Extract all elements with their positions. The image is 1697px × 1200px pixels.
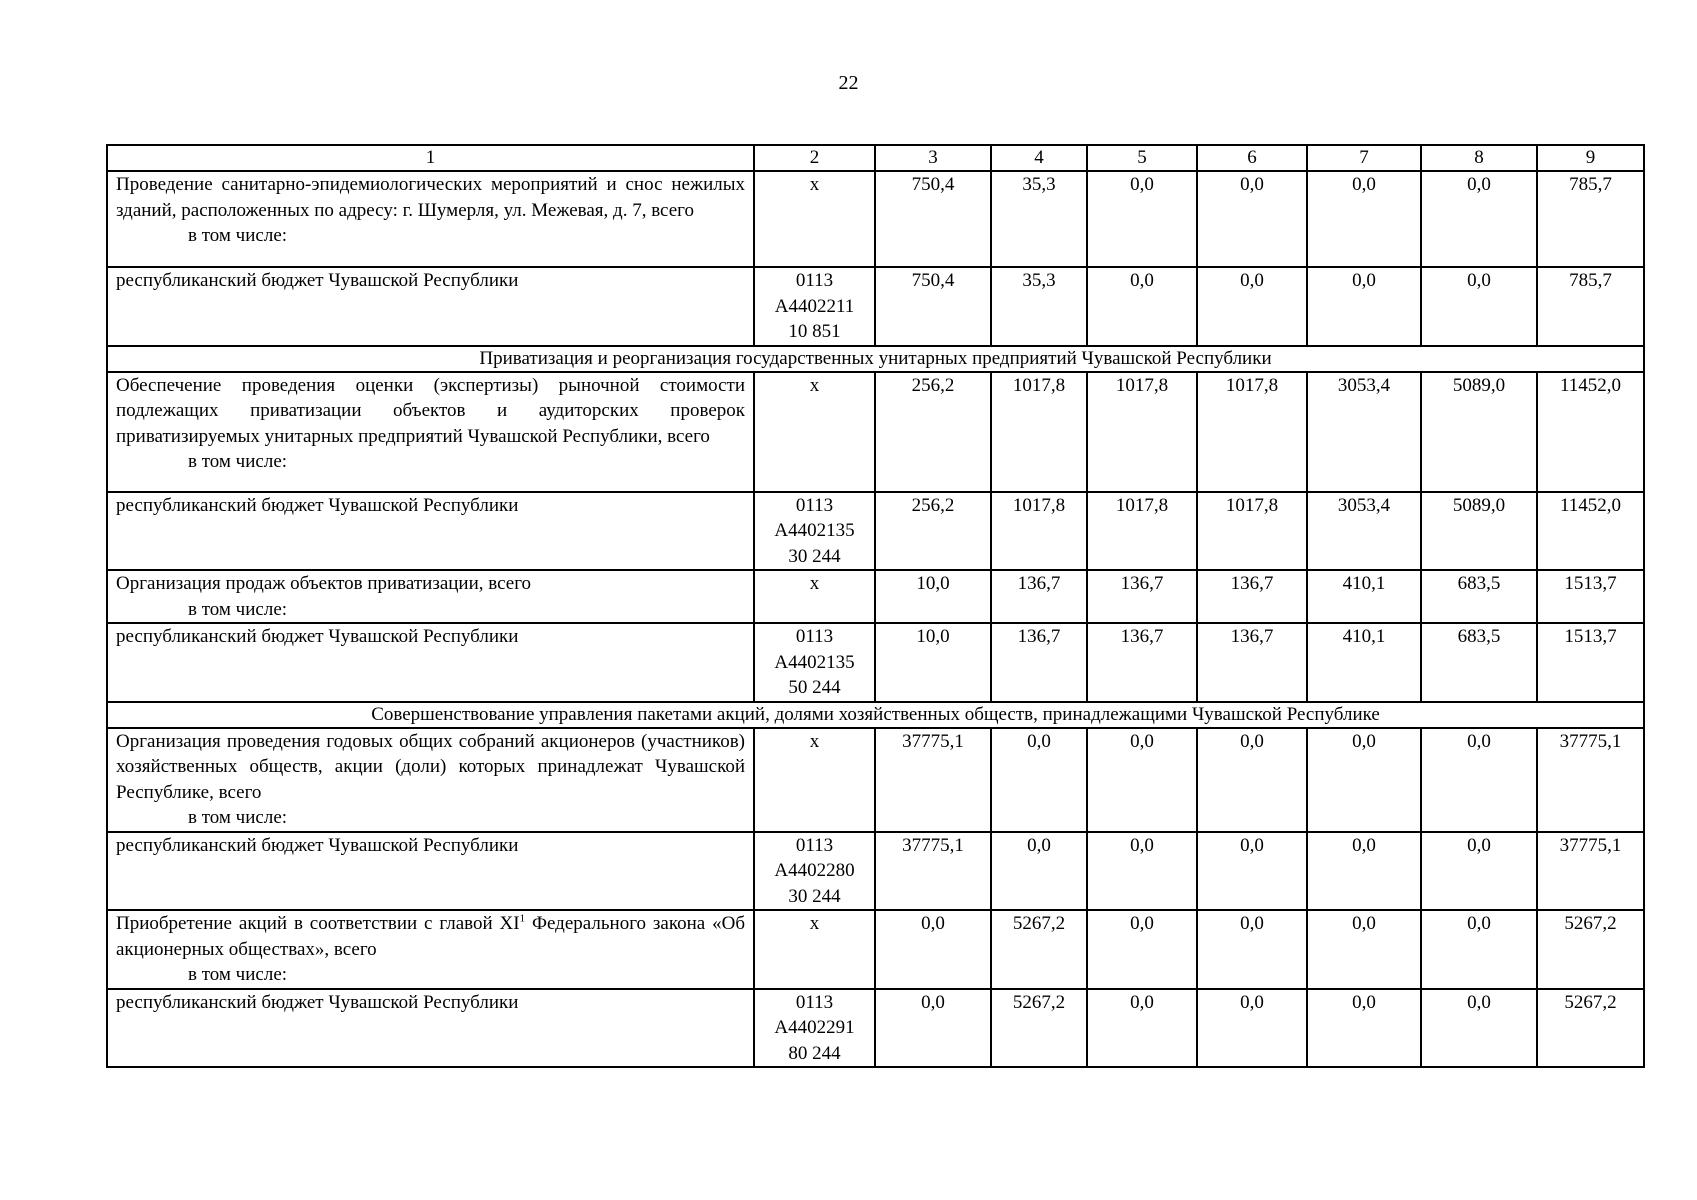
- header-cell: 6: [1197, 145, 1307, 171]
- code-line: 30 244: [788, 885, 841, 907]
- budget-code: [754, 492, 875, 571]
- table-row: [107, 171, 1644, 267]
- description-text: республиканский бюджет Чувашской Республики: [116, 270, 519, 291]
- item-description: [107, 267, 754, 346]
- budget-code: [754, 910, 875, 989]
- value-cell: 37775,1: [875, 728, 991, 832]
- budget-code: [754, 372, 875, 492]
- value-cell: 136,7: [1087, 623, 1197, 702]
- value-cell: 5267,2: [1537, 910, 1644, 989]
- table-row: [107, 989, 1644, 1068]
- value-cell: 5089,0: [1421, 372, 1537, 492]
- value-cell: 256,2: [875, 492, 991, 571]
- budget-code: [754, 623, 875, 702]
- page-number: 22: [838, 72, 859, 94]
- value-cell: 0,0: [1307, 171, 1421, 267]
- value-cell: 136,7: [1197, 570, 1307, 623]
- value-cell: 3053,4: [1307, 492, 1421, 571]
- code-line: 80 244: [788, 1042, 841, 1064]
- description-text: республиканский бюджет Чувашской Республики: [116, 626, 519, 647]
- value-cell: 35,3: [991, 171, 1087, 267]
- table-row: [107, 492, 1644, 571]
- value-cell: 10,0: [875, 623, 991, 702]
- section-title: Совершенствование управления пакетами акций, долями хозяйственных обществ, принадлежащими Чувашской Республике: [107, 702, 1644, 728]
- value-cell: 136,7: [991, 570, 1087, 623]
- table-row: [107, 832, 1644, 911]
- description-text: республиканский бюджет Чувашской Республики: [116, 494, 519, 516]
- value-cell: 3053,4: [1307, 372, 1421, 492]
- code-line: x: [809, 174, 820, 195]
- budget-table: [106, 144, 1645, 1068]
- value-cell: 37775,1: [875, 832, 991, 911]
- item-description: [107, 570, 754, 623]
- item-description: [107, 989, 754, 1068]
- value-cell: 136,7: [1087, 570, 1197, 623]
- value-cell: 0,0: [1197, 267, 1307, 346]
- value-cell: 11452,0: [1537, 492, 1644, 571]
- value-cell: 0,0: [1087, 728, 1197, 832]
- table-row: [107, 267, 1644, 346]
- code-line: 10 851: [788, 321, 841, 342]
- code-line: 30 244: [788, 545, 841, 567]
- including-label: в том числе:: [188, 451, 288, 472]
- description-text: Обеспечение проведения оценки (экспертизы) рыночной стоимости подлежащих приватизации объектов и аудиторских проверок приватизируемых унитарных предприятий Чувашской Республики, всего: [116, 374, 745, 447]
- value-cell: 0,0: [1307, 832, 1421, 911]
- section-row: [107, 346, 1644, 372]
- header-cell: 9: [1537, 145, 1644, 171]
- value-cell: 1017,8: [991, 492, 1087, 571]
- value-cell: 410,1: [1307, 570, 1421, 623]
- value-cell: 0,0: [1307, 989, 1421, 1068]
- description-text: Проведение санитарно-эпидемиологических мероприятий и снос нежилых зданий, расположенных по адресу: г. Шумерля, ул. Межевая, д. 7, всего: [116, 174, 745, 221]
- value-cell: 37775,1: [1537, 728, 1644, 832]
- code-line: 0113: [795, 270, 834, 291]
- code-line: А4402135: [774, 651, 855, 673]
- budget-code: [754, 728, 875, 832]
- table-row: [107, 570, 1644, 623]
- value-cell: 11452,0: [1537, 372, 1644, 492]
- value-cell: 750,4: [875, 267, 991, 346]
- header-cell: 1: [107, 145, 754, 171]
- value-cell: 0,0: [1197, 832, 1307, 911]
- value-cell: 1513,7: [1537, 623, 1644, 702]
- value-cell: 0,0: [875, 910, 991, 989]
- value-cell: 0,0: [1307, 267, 1421, 346]
- code-line: 0113: [795, 991, 834, 1013]
- value-cell: 750,4: [875, 171, 991, 267]
- table-row: [107, 372, 1644, 492]
- code-line: x: [809, 374, 820, 396]
- budget-code: [754, 989, 875, 1068]
- value-cell: 0,0: [875, 989, 991, 1068]
- item-description: [107, 492, 754, 571]
- value-cell: 1017,8: [991, 372, 1087, 492]
- value-cell: 683,5: [1421, 570, 1537, 623]
- value-cell: 1513,7: [1537, 570, 1644, 623]
- value-cell: 5089,0: [1421, 492, 1537, 571]
- item-description: [107, 372, 754, 492]
- item-description: [107, 910, 754, 989]
- value-cell: 37775,1: [1537, 832, 1644, 911]
- budget-code: [754, 570, 875, 623]
- section-title: Приватизация и реорганизация государственных унитарных предприятий Чувашской Республики: [107, 346, 1644, 372]
- value-cell: 785,7: [1537, 267, 1644, 346]
- budget-code: [754, 832, 875, 911]
- value-cell: 0,0: [1197, 171, 1307, 267]
- code-line: 0113: [795, 494, 834, 516]
- value-cell: 1017,8: [1197, 372, 1307, 492]
- value-cell: 10,0: [875, 570, 991, 623]
- code-line: А4402135: [774, 520, 855, 541]
- code-line: x: [809, 913, 820, 934]
- table-row: [107, 910, 1644, 989]
- code-line: А4402211: [774, 295, 855, 317]
- value-cell: 0,0: [1421, 910, 1537, 989]
- value-cell: 5267,2: [991, 989, 1087, 1068]
- value-cell: 0,0: [1421, 832, 1537, 911]
- value-cell: 0,0: [1421, 171, 1537, 267]
- value-cell: 0,0: [1307, 728, 1421, 832]
- value-cell: 683,5: [1421, 623, 1537, 702]
- budget-code: [754, 171, 875, 267]
- including-label: в том числе:: [188, 807, 288, 828]
- value-cell: 0,0: [1087, 267, 1197, 346]
- value-cell: 256,2: [875, 372, 991, 492]
- value-cell: 0,0: [991, 832, 1087, 911]
- description-text: Федерального закона «Об акционерных обществах», всего: [116, 913, 745, 960]
- header-cell: 5: [1087, 145, 1197, 171]
- value-cell: 35,3: [991, 267, 1087, 346]
- value-cell: 1017,8: [1087, 372, 1197, 492]
- value-cell: 0,0: [1421, 989, 1537, 1068]
- item-description: [107, 171, 754, 267]
- table-row: [107, 728, 1644, 832]
- budget-code: [754, 267, 875, 346]
- value-cell: 0,0: [1087, 910, 1197, 989]
- header-cell: 2: [754, 145, 875, 171]
- item-description: [107, 623, 754, 702]
- description-text: Организация проведения годовых общих собраний акционеров (участников) хозяйственных обществ, акции (доли) которых принадлежат Чувашской Республике, всего: [116, 730, 745, 803]
- value-cell: 0,0: [1307, 910, 1421, 989]
- value-cell: 0,0: [1087, 989, 1197, 1068]
- value-cell: 0,0: [1087, 832, 1197, 911]
- value-cell: 0,0: [1197, 728, 1307, 832]
- value-cell: 0,0: [1421, 267, 1537, 346]
- description-text: республиканский бюджет Чувашской Республики: [116, 991, 519, 1013]
- header-cell: 3: [875, 145, 991, 171]
- table-header-row: [107, 145, 1644, 171]
- header-cell: 7: [1307, 145, 1421, 171]
- code-line: 50 244: [788, 677, 841, 698]
- value-cell: 0,0: [1421, 728, 1537, 832]
- header-cell: 4: [991, 145, 1087, 171]
- including-label: в том числе:: [188, 598, 288, 620]
- including-label: в том числе:: [188, 225, 288, 246]
- value-cell: 5267,2: [991, 910, 1087, 989]
- value-cell: 0,0: [1197, 910, 1307, 989]
- table-row: [107, 623, 1644, 702]
- description-text: республиканский бюджет Чувашской Республики: [116, 834, 519, 856]
- section-row: [107, 702, 1644, 728]
- value-cell: 136,7: [1197, 623, 1307, 702]
- header-cell: 8: [1421, 145, 1537, 171]
- code-line: 0113: [795, 626, 834, 647]
- value-cell: 0,0: [991, 728, 1087, 832]
- value-cell: 785,7: [1537, 171, 1644, 267]
- value-cell: 136,7: [991, 623, 1087, 702]
- code-line: А4402291: [774, 1017, 855, 1038]
- value-cell: 5267,2: [1537, 989, 1644, 1068]
- code-line: А4402280: [774, 860, 855, 881]
- value-cell: 1017,8: [1197, 492, 1307, 571]
- description-text: Организация продаж объектов приватизации, всего: [116, 573, 532, 594]
- item-description: [107, 832, 754, 911]
- description-text: Приобретение акций в соответствии с главой XI: [116, 913, 520, 934]
- value-cell: 1017,8: [1087, 492, 1197, 571]
- code-line: x: [809, 730, 820, 752]
- including-label: в том числе:: [188, 964, 288, 985]
- code-line: 0113: [795, 834, 834, 856]
- superscript: 1: [519, 912, 526, 925]
- value-cell: 410,1: [1307, 623, 1421, 702]
- code-line: x: [809, 573, 820, 594]
- value-cell: 0,0: [1197, 989, 1307, 1068]
- value-cell: 0,0: [1087, 171, 1197, 267]
- item-description: [107, 728, 754, 832]
